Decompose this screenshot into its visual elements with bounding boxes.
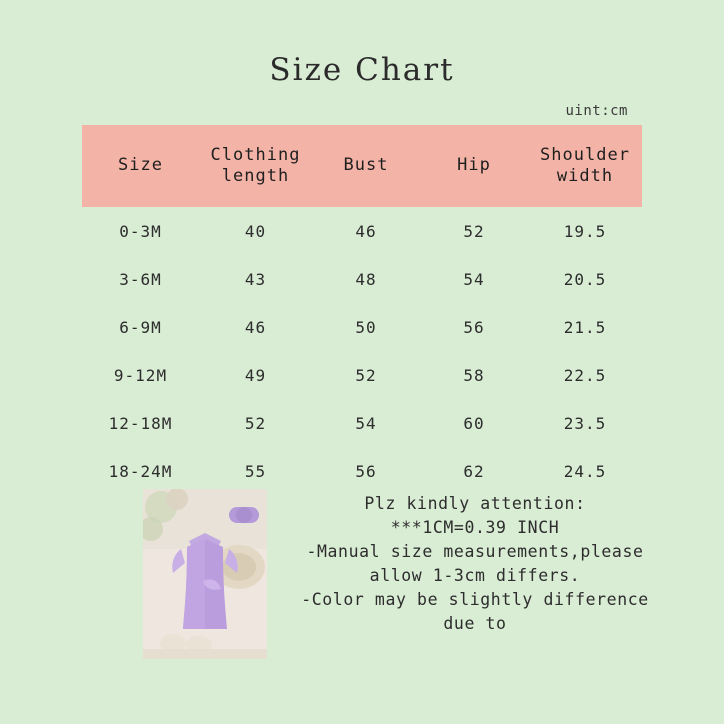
cell-hip: 54 — [463, 269, 485, 289]
cell-size: 18-24M — [108, 461, 173, 481]
cell-shoulder-width: 19.5 — [563, 221, 607, 241]
table-row — [82, 255, 642, 303]
cell-hip: 58 — [463, 365, 485, 385]
page-title: Size Chart — [269, 52, 455, 88]
cell-bust: 52 — [355, 365, 377, 385]
cell-bust: 54 — [355, 413, 377, 433]
table-header-size: Size — [118, 155, 163, 176]
cell-shoulder-width: 24.5 — [563, 461, 607, 481]
cell-size: 12-18M — [108, 413, 173, 433]
cell-clothing-length: 40 — [244, 221, 267, 241]
table-header-bust: Bust — [343, 155, 389, 176]
table-header-hip: Hip — [457, 155, 491, 176]
note-line-4: -Color may be slightly difference due to — [301, 589, 649, 633]
table-header-shoulder-width: Shoulder width — [540, 144, 630, 186]
cell-hip: 56 — [463, 317, 485, 337]
cell-hip: 62 — [463, 461, 485, 481]
cell-shoulder-width: 22.5 — [563, 365, 607, 385]
cell-bust: 48 — [355, 269, 377, 289]
cell-clothing-length: 52 — [244, 413, 267, 433]
product-photo — [143, 489, 267, 659]
cell-hip: 60 — [463, 413, 485, 433]
table-row — [82, 447, 642, 495]
cell-clothing-length: 49 — [244, 365, 267, 385]
cell-size: 3-6M — [119, 269, 162, 289]
table-row — [82, 399, 642, 447]
cell-clothing-length: 43 — [244, 269, 267, 289]
cell-size: 0-3M — [119, 221, 162, 241]
table-row — [82, 303, 642, 351]
cell-shoulder-width: 21.5 — [563, 317, 607, 337]
cell-bust: 46 — [355, 221, 377, 241]
size-table — [82, 125, 642, 495]
table-header-row — [82, 125, 642, 207]
cell-clothing-length: 46 — [244, 317, 267, 337]
attention-note — [285, 492, 665, 636]
cell-size: 6-9M — [119, 317, 162, 337]
cell-size: 9-12M — [113, 365, 168, 385]
note-line-2: ***1CM=0.39 INCH — [390, 517, 560, 537]
table-row — [82, 351, 642, 399]
table-header-clothing-length: Clothing length — [210, 144, 301, 186]
cell-shoulder-width: 20.5 — [563, 269, 607, 289]
cell-bust: 50 — [355, 317, 377, 337]
cell-clothing-length: 55 — [244, 461, 267, 481]
cell-shoulder-width: 23.5 — [563, 413, 607, 433]
note-line-1: Plz kindly attention: — [364, 494, 586, 513]
cell-bust: 56 — [355, 461, 377, 481]
cell-hip: 52 — [463, 221, 485, 241]
table-row — [82, 207, 642, 255]
unit-label: uint:cm — [565, 103, 628, 119]
note-line-3: -Manual size measurements,please allow 1-3cm differs. — [306, 541, 644, 585]
